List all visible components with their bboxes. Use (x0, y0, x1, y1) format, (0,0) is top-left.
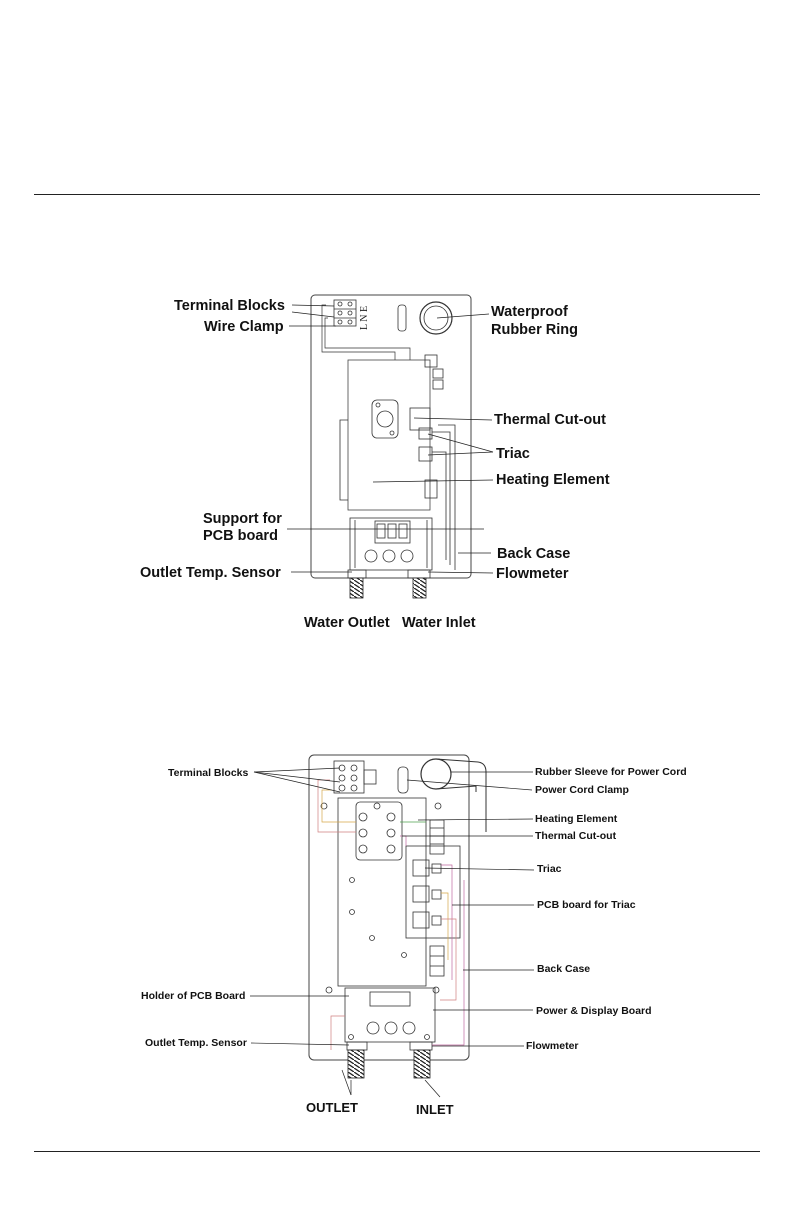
heating-element-plate (348, 360, 430, 510)
diagram-1 (287, 295, 493, 598)
diagram-2 (309, 755, 486, 1078)
label-thermal-cutout: Thermal Cut-out (494, 412, 606, 428)
outlet-sensor (348, 570, 366, 578)
rubber-sleeve (421, 759, 451, 789)
label-support-pcb-2: PCB board (203, 528, 278, 544)
pcb-board (350, 518, 432, 570)
outlet-pipe (350, 578, 363, 598)
label2-power-cord-clamp: Power Cord Clamp (535, 784, 629, 796)
inlet-pipe-2 (414, 1050, 430, 1078)
label2-flowmeter: Flowmeter (526, 1040, 579, 1052)
triac-c (413, 912, 429, 928)
flowmeter-body (408, 570, 430, 578)
label-support-pcb-1: Support for (203, 511, 282, 527)
label2-power-display: Power & Display Board (536, 1005, 652, 1017)
label-heating-element: Heating Element (496, 472, 610, 488)
label-rubber-ring: Rubber Ring (491, 322, 578, 338)
label-waterproof: Waterproof (491, 304, 568, 320)
label2-rubber-sleeve: Rubber Sleeve for Power Cord (535, 766, 687, 778)
terminal-letters: L N E (359, 305, 370, 330)
rubber-ring (420, 302, 452, 334)
label-wire-clamp: Wire Clamp (204, 319, 284, 335)
diagram-2-leaders (250, 768, 534, 1097)
back-case-outline (311, 295, 471, 578)
label-outlet-temp-sensor: Outlet Temp. Sensor (140, 565, 281, 581)
label-terminal-blocks: Terminal Blocks (174, 298, 285, 314)
terminal-block-2 (334, 761, 364, 793)
label2-heating-element: Heating Element (535, 813, 618, 825)
triac-b (413, 886, 429, 902)
label2-triac: Triac (537, 863, 562, 875)
wire-clamp (398, 305, 406, 331)
terminal-block (334, 300, 356, 326)
inlet-pipe (413, 578, 426, 598)
label2-outlet-temp-sensor: Outlet Temp. Sensor (145, 1037, 247, 1049)
label-flowmeter: Flowmeter (496, 566, 569, 582)
label2-outlet: OUTLET (306, 1100, 358, 1115)
label-triac: Triac (496, 446, 530, 462)
label-water-inlet: Water Inlet (402, 615, 476, 631)
outlet-pipe-2 (348, 1050, 364, 1078)
power-cord-clamp (398, 767, 408, 793)
label2-thermal-cutout: Thermal Cut-out (535, 830, 617, 842)
label2-back-case: Back Case (537, 963, 591, 975)
wiring (318, 780, 464, 1050)
label2-inlet: INLET (416, 1102, 454, 1117)
label2-holder-pcb: Holder of PCB Board (141, 990, 246, 1002)
label2-terminal-blocks: Terminal Blocks (168, 767, 249, 779)
flowmeter-2 (410, 1042, 432, 1050)
back-case-outline-2 (309, 755, 469, 1060)
label2-pcb-triac: PCB board for Triac (537, 899, 636, 911)
label-water-outlet: Water Outlet (304, 615, 390, 631)
label-back-case: Back Case (497, 546, 571, 562)
outlet-sensor-2 (347, 1042, 367, 1050)
